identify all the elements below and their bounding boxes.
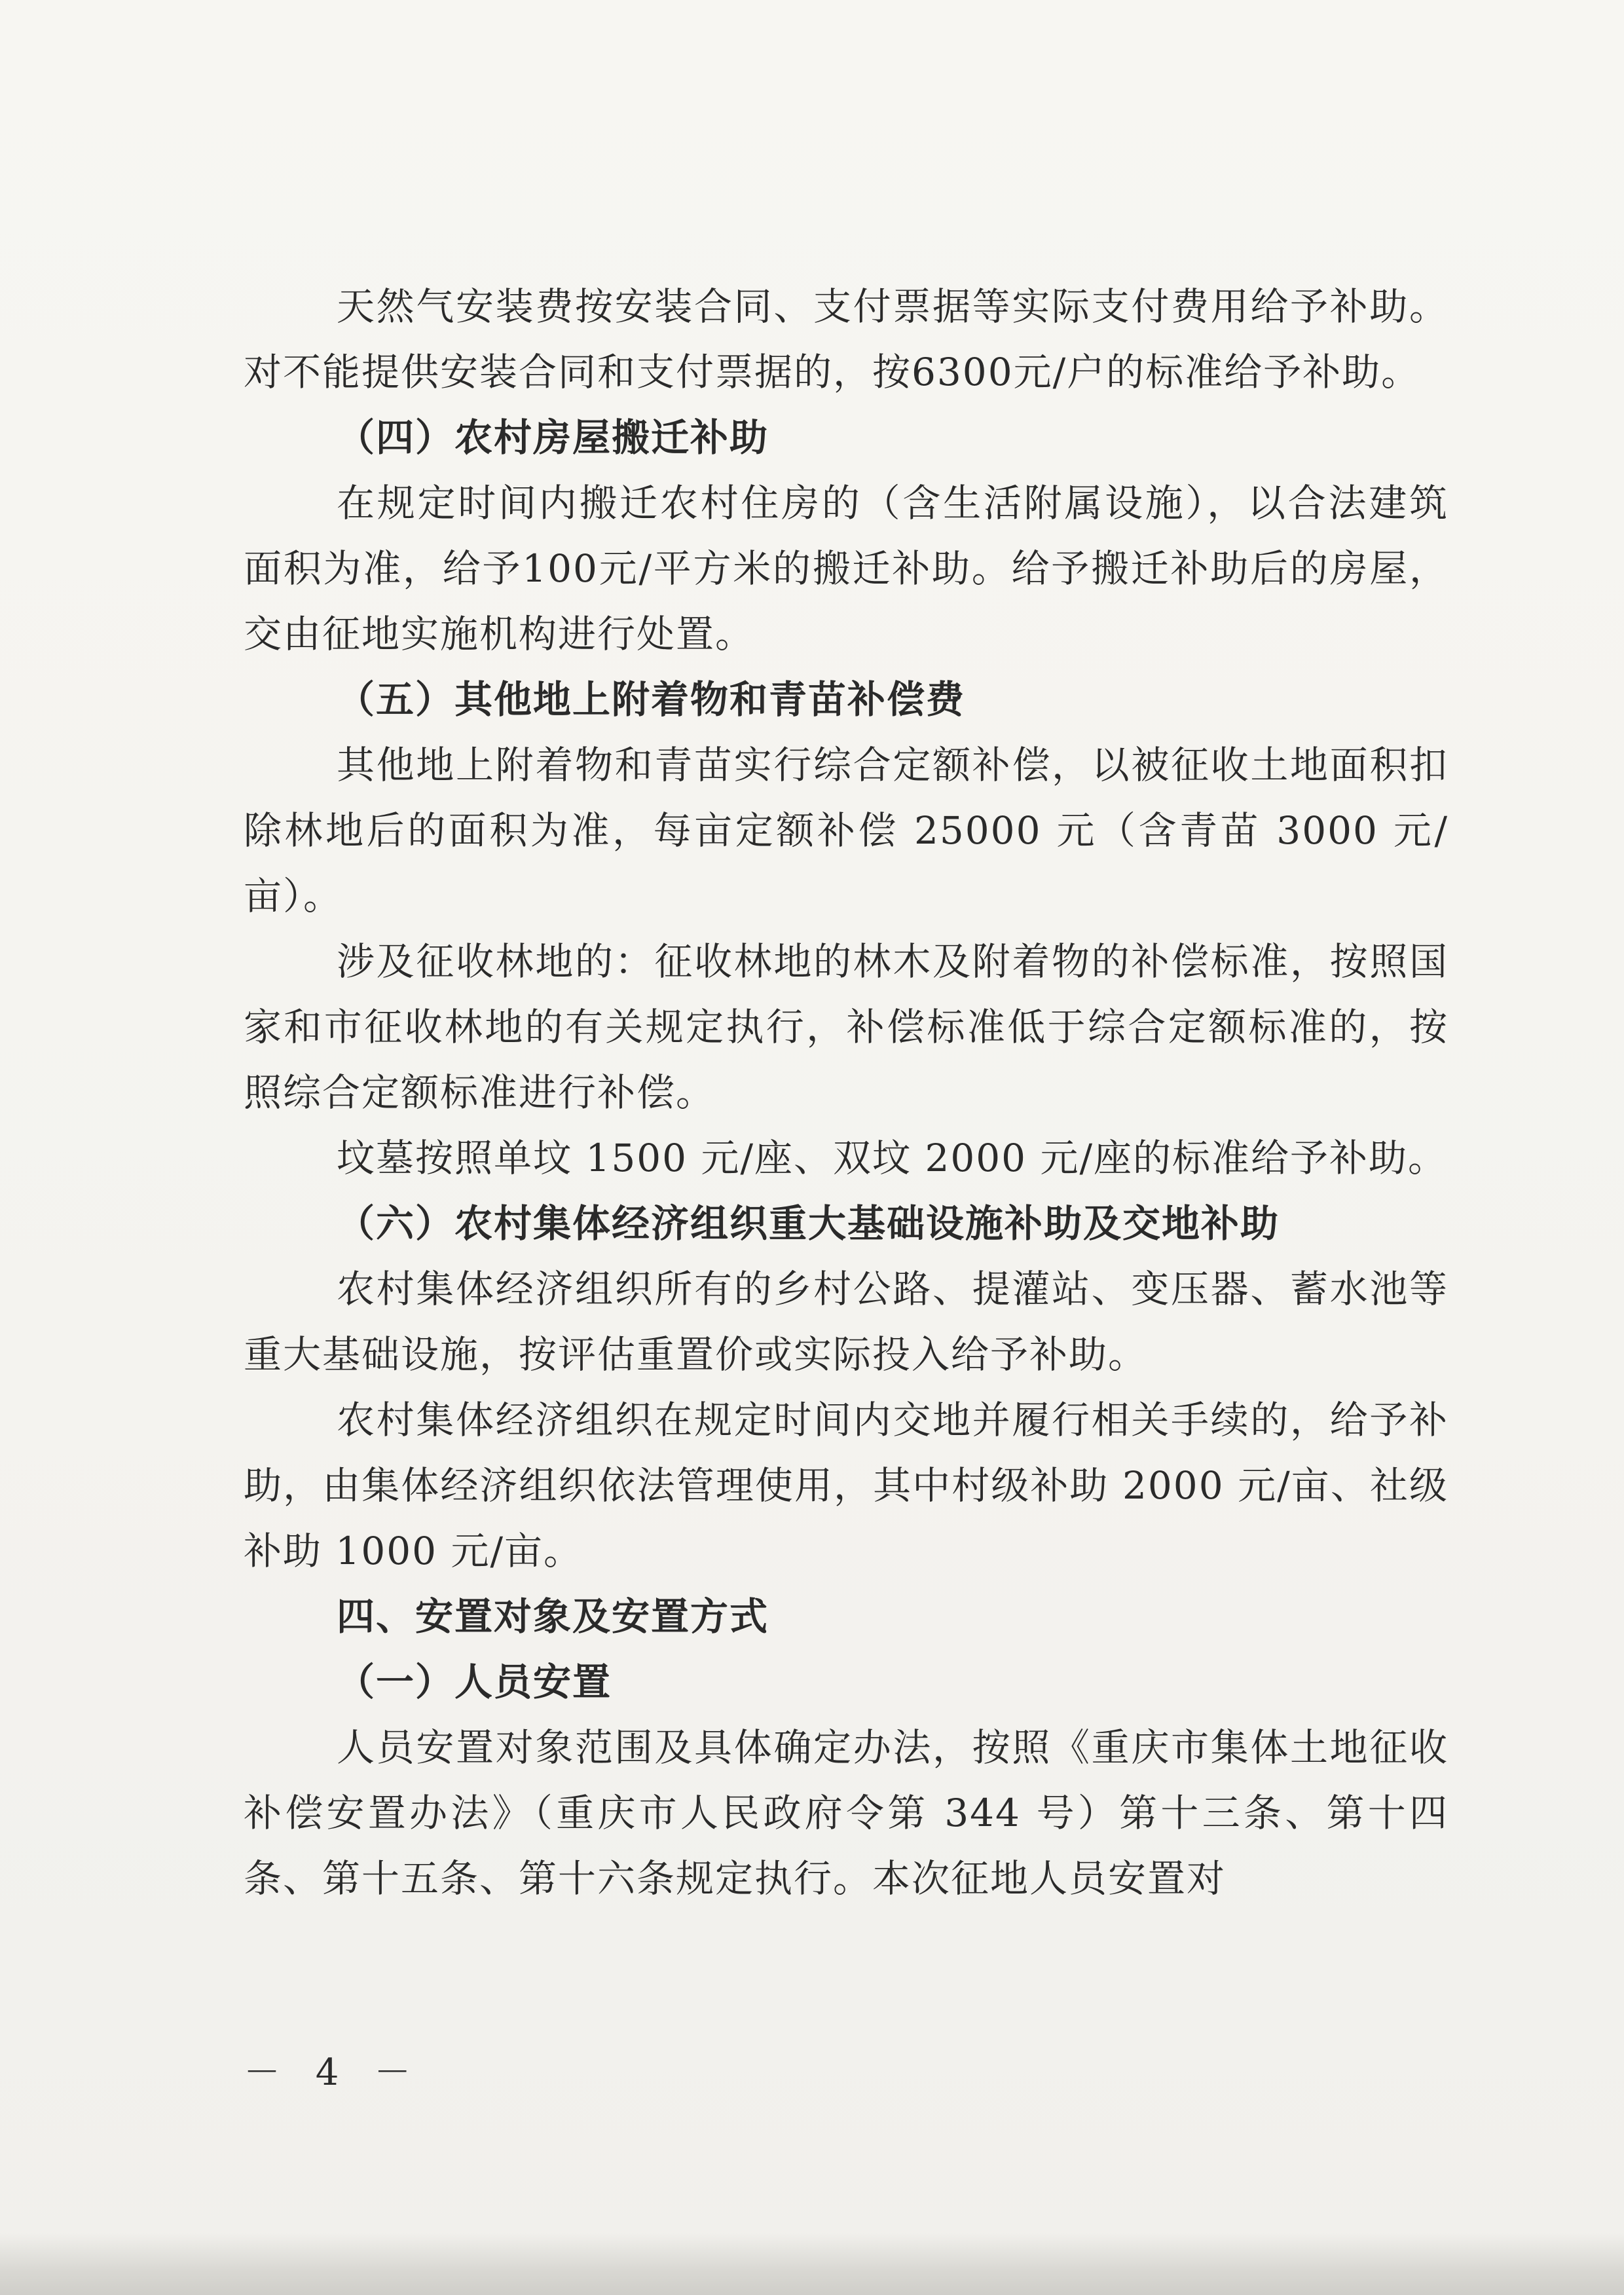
subheading-attachments-crops: （五）其他地上附着物和青苗补偿费 <box>337 677 966 722</box>
document-body <box>244 274 1449 1911</box>
subheading-house-relocation: （四）农村房屋搬迁补助 <box>337 415 769 460</box>
paragraph-infrastructure: 农村集体经济组织所有的乡村公路、提灌站、变压器、蓄水池等重大基础设施，按评估重置价或实际投入给予补助。 <box>244 1267 1449 1377</box>
paragraph-house-relocation: 在规定时间内搬迁农村住房的（含生活附属设施），以合法建筑面积为准，给予100元/平方米的搬迁补助。给予搬迁补助后的房屋，交由征地实施机构进行处置。 <box>244 481 1449 656</box>
paragraph-land-handover: 农村集体经济组织在规定时间内交地并履行相关手续的，给予补助，由集体经济组织依法管理使用，其中村级补助 2000 元/亩、社级补助 1000 元/亩。 <box>244 1398 1449 1573</box>
subheading-personnel: （一）人员安置 <box>337 1660 612 1704</box>
section-heading-resettlement: 四、安置对象及安置方式 <box>337 1594 769 1639</box>
page-number: － 4 － <box>244 2051 423 2094</box>
scan-shadow-edge <box>0 2233 1624 2295</box>
subheading-infrastructure: （六）农村集体经济组织重大基础设施补助及交地补助 <box>337 1201 1280 1246</box>
paragraph-graves: 坟墓按照单坟 1500 元/座、双坟 2000 元/座的标准给予补助。 <box>337 1136 1448 1180</box>
paragraph-gas-subsidy: 天然气安装费按安装合同、支付票据等实际支付费用给予补助。对不能提供安装合同和支付票据的，按6300元/户的标准给予补助。 <box>244 284 1449 394</box>
paragraph-attachments-crops: 其他地上附着物和青苗实行综合定额补偿，以被征收土地面积扣除林地后的面积为准，每亩定额补偿 25000 元（含青苗 3000 元/亩）。 <box>244 743 1449 918</box>
paragraph-forest-land: 涉及征收林地的：征收林地的林木及附着物的补偿标准，按照国家和市征收林地的有关规定执行，补偿标准低于综合定额标准的，按照综合定额标准进行补偿。 <box>244 939 1449 1115</box>
paragraph-personnel: 人员安置对象范围及具体确定办法，按照《重庆市集体土地征收补偿安置办法》（重庆市人民政府令第 344 号）第十三条、第十四条、第十五条、第十六条规定执行。本次征地人员安置对 <box>244 1725 1449 1901</box>
